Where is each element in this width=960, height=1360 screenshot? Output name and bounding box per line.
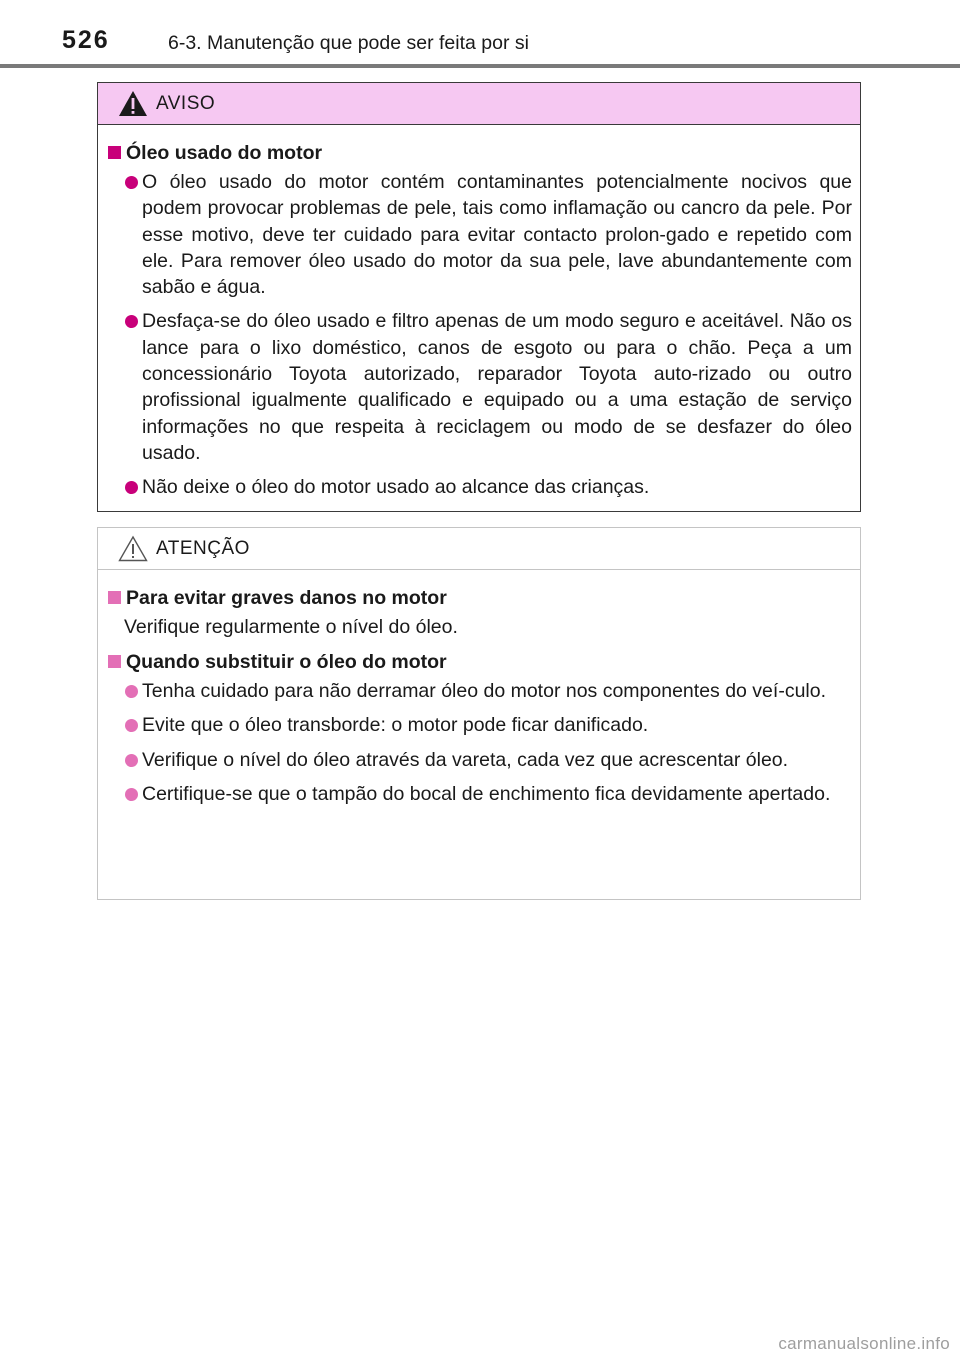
caution-box [97,527,861,900]
square-bullet-icon [108,655,121,668]
warning-bullet-text: Desfaça-se do óleo usado e filtro apenas de um modo seguro e aceitável. Não os lance para o lixo doméstico, canos de esgoto ou para o chão. Peça a um concessionário Toyota autorizado, reparador Toyota auto-rizado ou outro profissional igualmente qualificado e equipado ou a uma estação de serviço informações no que respeita à reciclagem ou modo de se desfazer do óleo usado. [142,310,852,464]
square-bullet-icon [108,591,121,604]
round-bullet-icon [125,685,138,698]
warning-bullet [106,308,852,466]
warning-bullet [106,169,852,300]
caution-item-title-text: Quando substituir o óleo do motor [126,651,447,673]
page-number: 526 [62,26,110,54]
caution-item-text: Verifique regularmente o nível do óleo. [124,616,458,638]
warning-item-title [106,139,852,167]
watermark: carmanualsonline.info [778,1334,950,1353]
warning-triangle-filled-icon [118,90,148,117]
square-bullet-icon [108,146,121,159]
warning-box-body [98,125,860,501]
caution-item-title [106,648,852,676]
caution-bullet-text: Verifique o nível do óleo através da vareta, cada vez que acrescentar óleo. [142,748,789,771]
warning-bullet-text: O óleo usado do motor contém contaminantes potencialmente nocivos que podem provocar problemas de pele, tais como inflamação ou cancro da pele. Por esse motivo, deve ter cuidado para evitar contacto prolon-gado e repetido com ele. Para remover óleo usado do motor da sua pele, lave abundantemente com sabão e água. [142,171,852,299]
caution-bullet [106,781,852,807]
caution-bullet [106,678,852,704]
caution-box-header [98,528,860,570]
caution-box-body [98,570,860,807]
round-bullet-icon [125,315,138,328]
caution-bullet-text: Evite que o óleo transborde: o motor pode ficar danificado. [142,714,649,737]
round-bullet-icon [125,719,138,732]
warning-item-title-text: Óleo usado do motor [126,142,323,164]
caution-item-title-text: Para evitar graves danos no motor [126,587,447,609]
warning-triangle-outline-icon [118,535,148,562]
caution-box-label: ATENÇÃO [156,538,250,559]
header-rule [0,64,960,68]
warning-box [97,82,861,512]
warning-bullet [106,474,852,500]
caution-bullet [106,747,852,773]
warning-box-label: AVISO [156,93,216,114]
round-bullet-icon [125,481,138,494]
caution-bullet-text: Certifique-se que o tampão do bocal de enchimento fica devidamente apertado. [142,782,831,805]
round-bullet-icon [125,788,138,801]
section-title: 6-3. Manutenção que pode ser feita por si [168,32,529,54]
round-bullet-icon [125,176,138,189]
round-bullet-icon [125,754,138,767]
caution-bullet [106,712,852,738]
warning-box-header [98,83,860,125]
warning-bullet-text: Não deixe o óleo do motor usado ao alcance das crianças. [142,476,650,499]
caution-bullet-text: Tenha cuidado para não derramar óleo do motor nos componentes do veí-culo. [142,680,827,702]
caution-item-title [106,584,852,612]
